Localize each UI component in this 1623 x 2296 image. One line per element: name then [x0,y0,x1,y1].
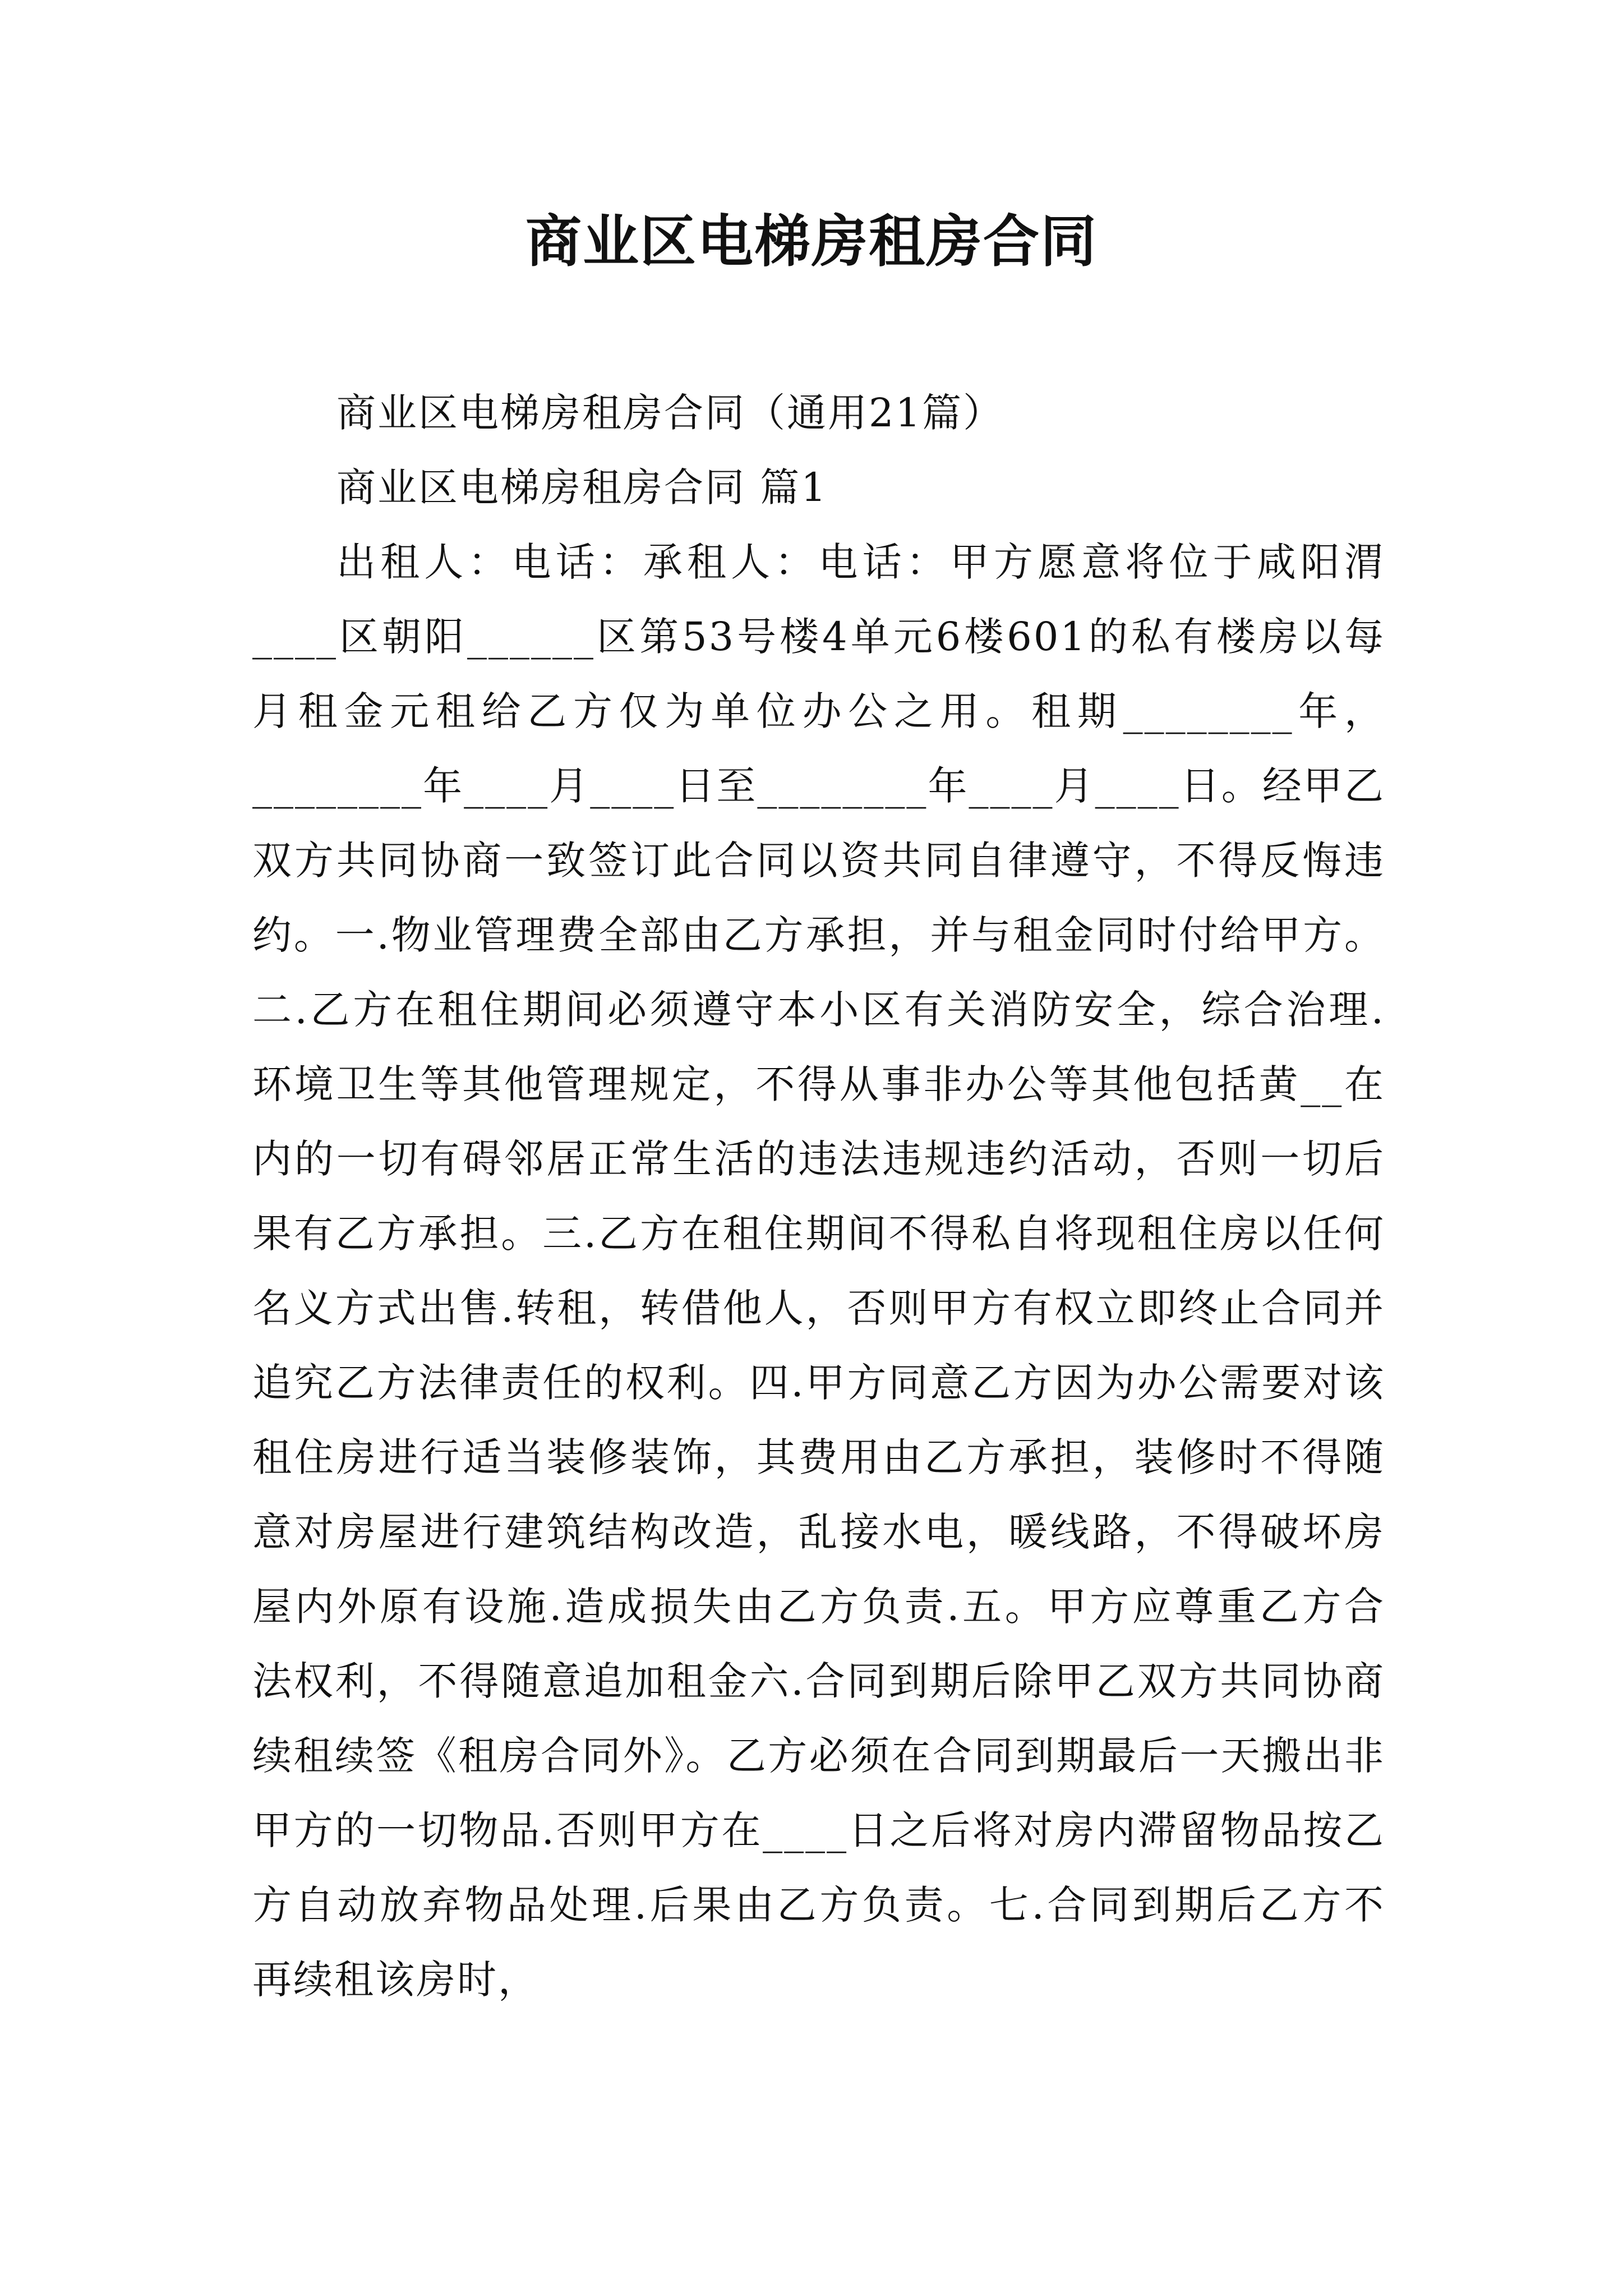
document-body [252,376,1385,2017]
document-title: 商业区电梯房租房合同 [525,208,1098,274]
contract-body-paragraph: 出租人：电话：承租人：电话：甲方愿意将位于咸阳渭____区朝阳______区第53号楼4单元6楼601的私有楼房以每月租金元租给乙方仅为单位办公之用。租期________年，________年____月____日至________年____月____日。经甲乙双方共同协商一致签订此合同以资共同自律遵守，不得反悔违约。一.物业管理费全部由乙方承担，并与租金同时付给甲方。二.乙方在租住期间必须遵守本小区有关消防安全，综合治理.环境卫生等其他管理规定，不得从事非办公等其他包括黄__在内的一切有碍邻居正常生活的违法违规违约活动，否则一切后果有乙方承担。三.乙方在租住期间不得私自将现租住房以任何名义方式出售.转租，转借他人，否则甲方有权立即终止合同并追究乙方法律责任的权利。四.甲方同意乙方因为办公需要对该租住房进行适当装修装饰，其费用由乙方承担，装修时不得随意对房屋进行建筑结构改造，乱接水电，暖线路，不得破坏房屋内外原有设施.造成损失由乙方负责.五。甲方应尊重乙方合法权利，不得随意追加租金六.合同到期后除甲乙双方共同协商续租续签《租房合同外》。乙方必须在合同到期最后一天搬出非甲方的一切物品.否则甲方在____日之后将对房内滞留物品按乙方自动放弃物品处理.后果由乙方负责。七.合同到期后乙方不再续租该房时， [252,539,1385,2003]
section-heading: 商业区电梯房租房合同 篇1 [336,464,828,510]
document-subtitle: 商业区电梯房租房合同（通用21篇） [336,390,1004,436]
